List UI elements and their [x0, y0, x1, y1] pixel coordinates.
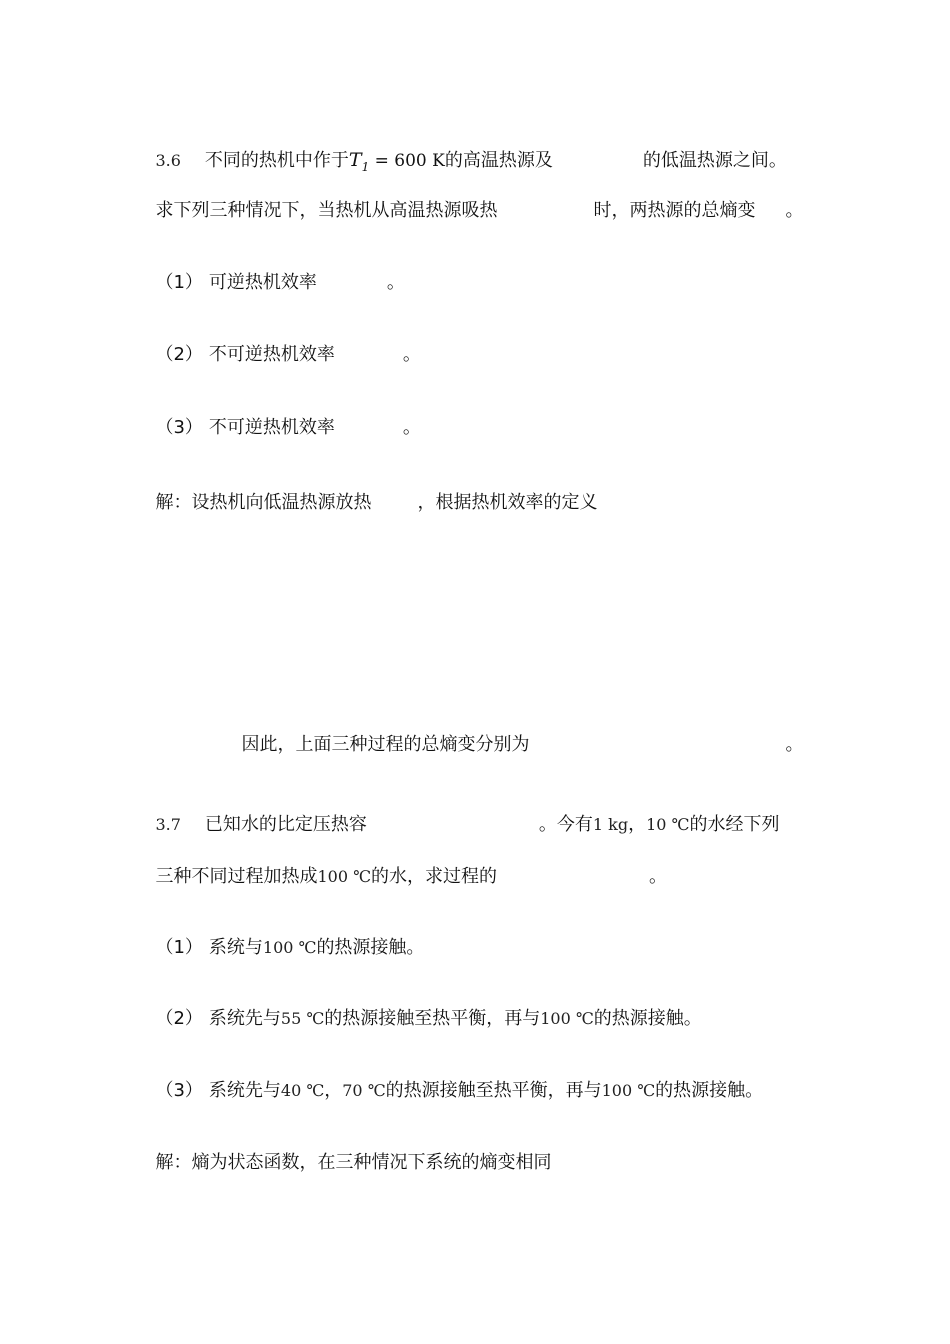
- problem-number: 3.6: [155, 151, 181, 170]
- problem-3-6-line-2: [144, 172, 803, 224]
- text: 的热源接触至热平衡，再与: [385, 1080, 602, 1101]
- item-end: 。: [386, 272, 405, 293]
- text: 三种不同过程加热成: [155, 866, 318, 887]
- problem-3-6-item-1: [144, 244, 405, 296]
- problem-3-7-line-1: [144, 786, 779, 838]
- solution-text: 解：熵为状态函数，在三种情况下系统的熵变相同: [155, 1152, 552, 1173]
- problem-3-6-conclusion: [230, 706, 803, 758]
- text: 的低温热源之间。: [642, 150, 787, 171]
- item-label: （2）: [155, 1008, 203, 1029]
- item-text: 可逆热机效率: [208, 272, 317, 293]
- text: 的热源接触。: [593, 1008, 702, 1029]
- text: 的热源接触至热平衡，再与: [324, 1008, 541, 1029]
- temp-final: 100 ℃: [317, 867, 371, 886]
- item-label: （3）: [155, 417, 203, 438]
- problem-3-7-item-1: [144, 909, 424, 961]
- text: 系统先与: [208, 1008, 281, 1029]
- conclusion-end: 。: [785, 734, 804, 755]
- item-text: 不可逆热机效率: [208, 344, 335, 365]
- text: 的水，求过程的: [370, 866, 497, 887]
- problem-3-7-item-3: [144, 1052, 763, 1104]
- text: 已知水的比定压热容: [204, 814, 367, 835]
- text: 。: [648, 866, 667, 887]
- t1-value: = 600 K: [369, 151, 445, 171]
- temp: 100 ℃: [262, 938, 317, 957]
- problem-3-7-line-2: [144, 838, 667, 890]
- text: 的热源接触。: [316, 937, 425, 958]
- solution-text: ，根据热机效率的定义: [417, 492, 598, 513]
- text: 。: [785, 200, 804, 221]
- item-label: （3）: [155, 1080, 203, 1101]
- item-label: （2）: [155, 344, 203, 365]
- item-text: 不可逆热机效率: [208, 417, 335, 438]
- problem-3-6-item-2: [144, 316, 421, 368]
- text: ，: [324, 1080, 343, 1101]
- item-label: （1）: [155, 272, 203, 293]
- mass-value: 1 kg: [592, 815, 629, 834]
- text: 系统与: [208, 937, 263, 958]
- temp-initial: 10 ℃: [646, 815, 690, 834]
- temp: 100 ℃: [540, 1009, 594, 1028]
- text: 不同的热机中作于: [204, 150, 349, 171]
- item-end: 。: [402, 417, 421, 438]
- text: ，: [628, 814, 647, 835]
- temp: 100 ℃: [601, 1081, 656, 1100]
- t1-symbol: $T_1$: [348, 149, 370, 174]
- text: 求下列三种情况下，当热机从高温热源吸热: [155, 200, 498, 221]
- problem-3-6-solution: [144, 464, 597, 516]
- item-label: （1）: [155, 937, 203, 958]
- problem-3-7-item-2: [144, 980, 702, 1032]
- conclusion-text: 因此，上面三种过程的总熵变分别为: [241, 734, 530, 755]
- text: 时，两热源的总熵变: [593, 200, 756, 221]
- text: 的高温热源及: [444, 150, 553, 171]
- temp: 40 ℃: [280, 1081, 325, 1100]
- temp: 55 ℃: [280, 1009, 325, 1028]
- text: 。今有: [538, 814, 593, 835]
- temp: 70 ℃: [342, 1081, 386, 1100]
- problem-3-7-solution: [144, 1124, 551, 1176]
- solution-text: 解：设热机向低温热源放热: [155, 492, 372, 513]
- problem-number: 3.7: [155, 815, 181, 834]
- item-end: 。: [402, 344, 421, 365]
- text: 的水经下列: [689, 814, 780, 835]
- text: 系统先与: [208, 1080, 281, 1101]
- text: 的热源接触。: [655, 1080, 764, 1101]
- problem-3-6-item-3: [144, 389, 421, 441]
- problem-3-6-line-1: [144, 121, 787, 180]
